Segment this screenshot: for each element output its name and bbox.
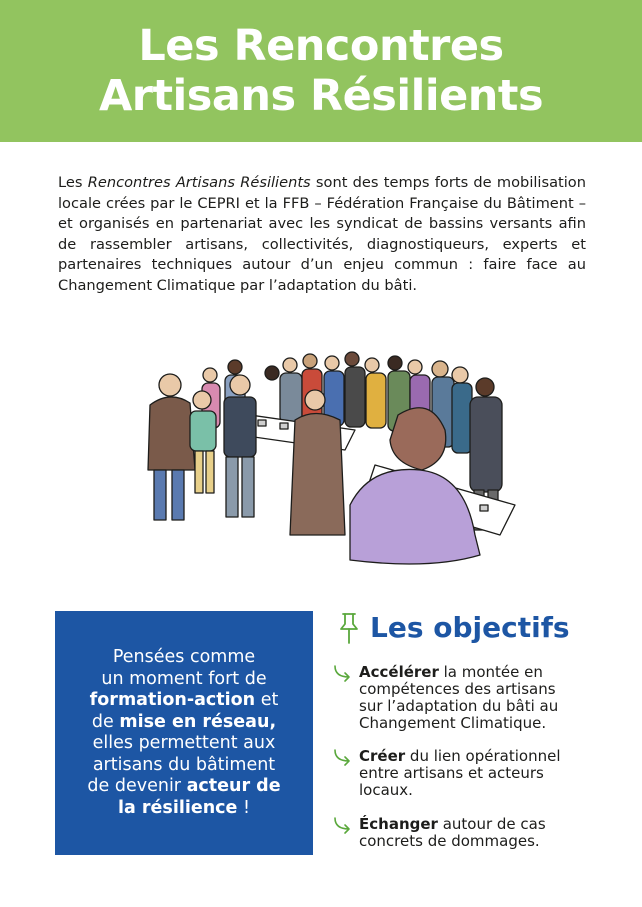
highlight-line-8-rest: ! xyxy=(237,797,250,818)
objective-1-line-3: sur l’adaptation du bâti au xyxy=(359,697,559,715)
objective-item-3 xyxy=(332,816,602,850)
objective-1-line-2: compétences des artisans xyxy=(359,680,556,698)
objective-text-1 xyxy=(359,664,602,732)
intro-text: sont des temps forts de mobilisation locale crées par le CEPRI et la FFB – Fédération Française du Bâtiment – et organisés en partenariat avec les syndicat de bassins versants afin de rassembler artisans, collectivités, diagnostiqueurs, experts et partenaires techniques autour d’un enjeu commun : faire face au Changement Climatique par l’adaptation du bâti. xyxy=(58,174,586,294)
intro-prefix: Les xyxy=(58,174,88,191)
highlight-line-5: elles permettent aux xyxy=(92,733,276,753)
highlight-bold-resilience: la résilience xyxy=(118,797,238,818)
page-title-line-2: Artisans Résilients xyxy=(98,71,544,121)
page-title-line-1: Les Rencontres xyxy=(138,21,504,71)
highlight-line-7-pre: de devenir xyxy=(87,776,187,796)
objective-3-line-1: autour de cas xyxy=(437,815,546,833)
highlight-box xyxy=(55,611,313,855)
objective-text-2 xyxy=(359,748,602,799)
objectives-title: Les objectifs xyxy=(370,611,570,644)
highlight-line-6: artisans du bâtiment xyxy=(92,754,276,775)
highlight-line-8 xyxy=(118,798,250,820)
objective-text-3 xyxy=(359,816,602,850)
curved-arrow-icon xyxy=(332,664,354,684)
objective-2-line-3: locaux. xyxy=(359,781,413,799)
highlight-line-3 xyxy=(90,690,279,712)
highlight-bold-reseau: mise en réseau, xyxy=(119,711,277,732)
objective-1-line-1: la montée en xyxy=(438,663,543,681)
highlight-bold-formation: formation-action xyxy=(89,690,256,710)
objective-item-1 xyxy=(332,664,602,732)
intro-paragraph xyxy=(58,173,586,296)
highlight-line-2: un moment fort de xyxy=(101,668,267,689)
highlight-line-4-pre: de xyxy=(91,711,120,732)
objective-2-line-2: entre artisans et acteurs xyxy=(359,764,544,782)
crowd-illustration xyxy=(140,345,520,575)
objective-item-2 xyxy=(332,748,602,799)
objective-bold-1: Accélérer xyxy=(359,663,439,681)
pushpin-icon xyxy=(338,611,360,645)
objective-bold-3: Échanger xyxy=(359,815,438,833)
objective-1-line-4: Changement Climatique. xyxy=(359,714,547,732)
objective-2-line-1: du lien opérationnel xyxy=(405,747,561,765)
objective-3-line-2: concrets de dommages. xyxy=(359,832,540,850)
highlight-line-1: Pensées comme xyxy=(112,647,256,667)
highlight-line-7 xyxy=(87,776,280,798)
highlight-bold-acteur: acteur de xyxy=(186,776,281,796)
highlight-line-3-rest: et xyxy=(255,690,279,710)
header-banner xyxy=(0,0,642,142)
highlight-line-4 xyxy=(92,712,276,734)
intro-event-name: Rencontres Artisans Résilients xyxy=(87,174,311,191)
curved-arrow-icon xyxy=(332,816,354,836)
objective-bold-2: Créer xyxy=(359,747,406,765)
curved-arrow-icon xyxy=(332,748,354,768)
